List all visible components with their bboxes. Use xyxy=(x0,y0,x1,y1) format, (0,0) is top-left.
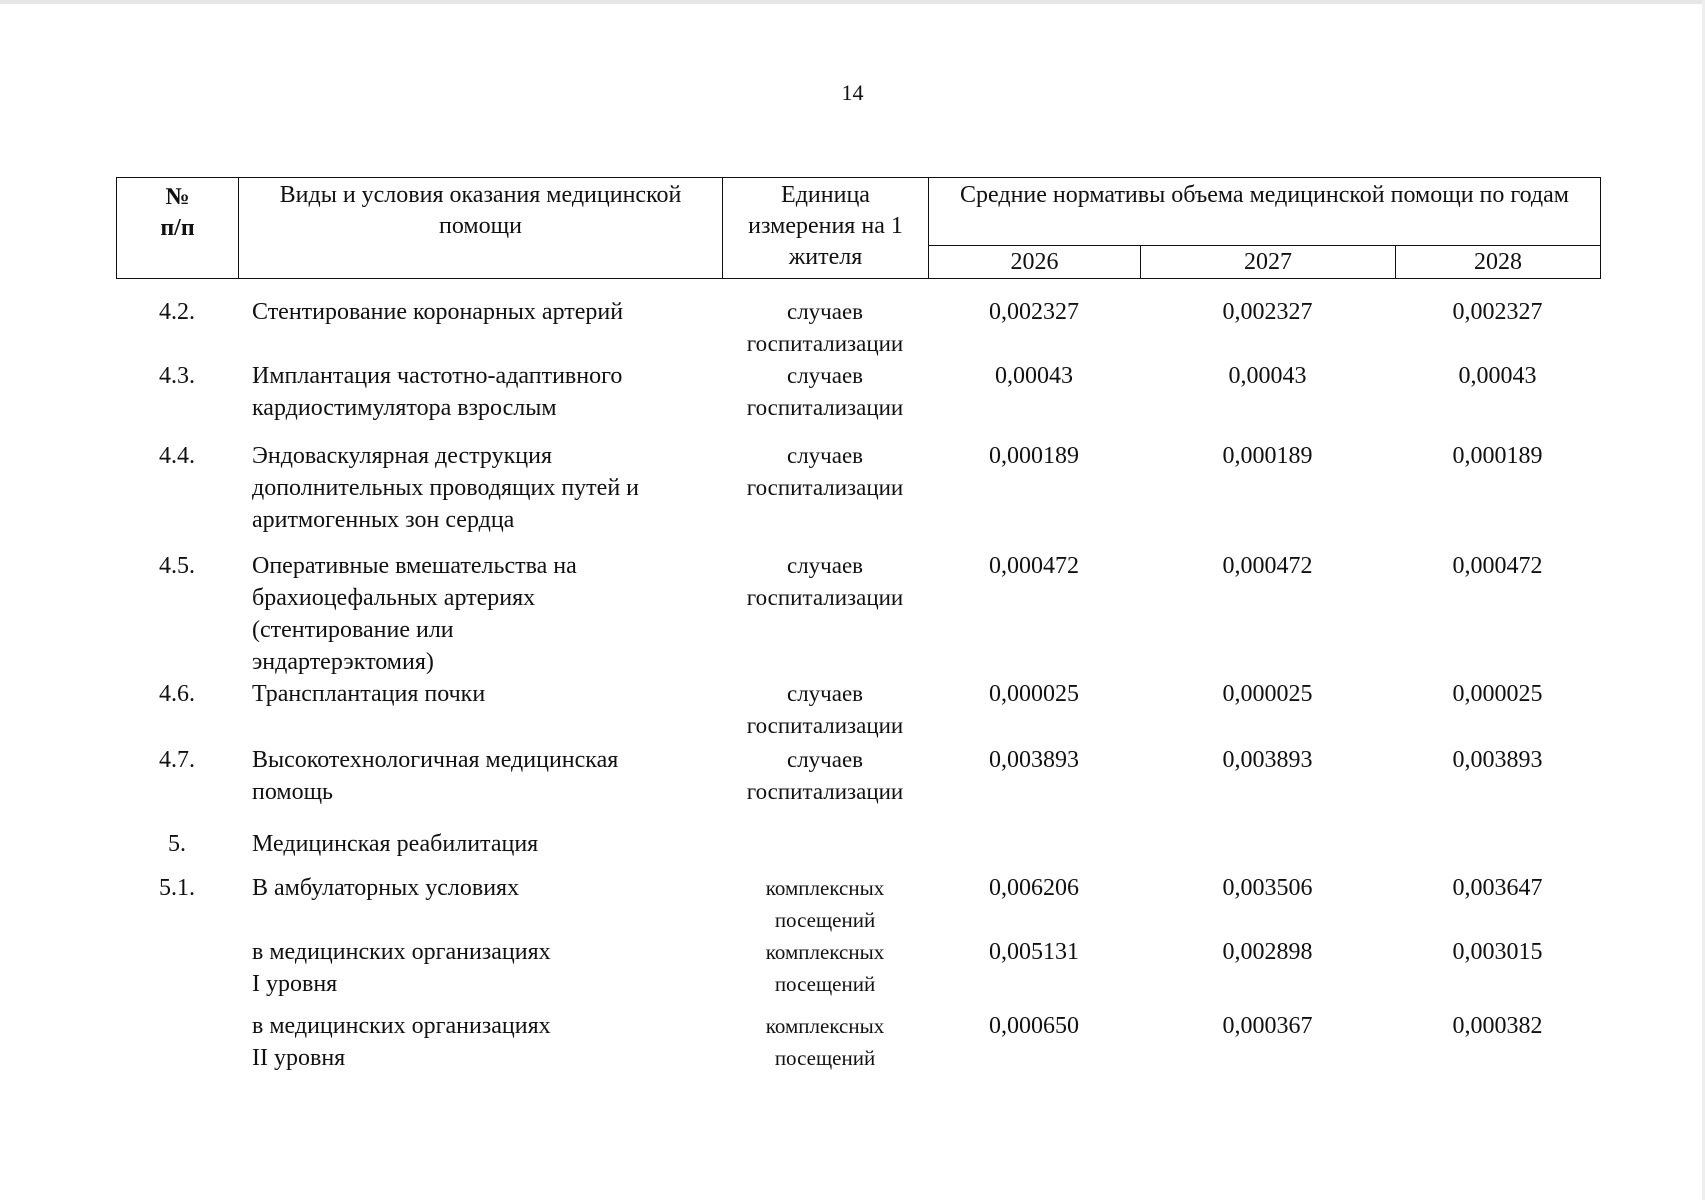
value-2027: 0,003506 xyxy=(1222,875,1313,901)
table-body xyxy=(116,278,1600,1080)
table-header xyxy=(116,177,1601,279)
table-row-4-4 xyxy=(116,440,1600,550)
table-row-4-6 xyxy=(116,678,1600,744)
value-2027: 0,002327 xyxy=(1222,299,1313,325)
row-num: 4.4. xyxy=(159,443,195,469)
value-2028: 0,000472 xyxy=(1452,553,1543,579)
value-2026: 0,000189 xyxy=(989,443,1079,469)
value-2026: 0,000650 xyxy=(989,1013,1079,1039)
value-2026: 0,005131 xyxy=(989,939,1079,965)
row-unit: комплексных посещений xyxy=(765,876,885,932)
page-number: 14 xyxy=(841,80,864,105)
value-2028: 0,000025 xyxy=(1452,681,1543,707)
value-2027: 0,000025 xyxy=(1222,681,1313,707)
row-unit: случаев госпитализации xyxy=(746,747,904,804)
header-num: № п/п xyxy=(117,178,239,279)
value-2027: 0,000472 xyxy=(1222,553,1313,579)
row-name: в медицинских организациях I уровня xyxy=(252,939,551,997)
row-unit: случаев госпитализации xyxy=(746,363,904,420)
row-num: 4.7. xyxy=(159,747,195,773)
table-row-5-1-level-2 xyxy=(116,1010,1600,1080)
value-2027 xyxy=(1140,828,1395,872)
row-unit: случаев госпитализации xyxy=(746,299,904,356)
value-2027: 0,003893 xyxy=(1222,747,1313,773)
row-num: 4.5. xyxy=(159,553,195,579)
value-2026: 0,002327 xyxy=(989,299,1079,325)
value-2028: 0,003893 xyxy=(1452,747,1543,773)
value-2026 xyxy=(928,828,1140,872)
row-unit: комплексных посещений xyxy=(765,940,885,996)
table-row-4-2 xyxy=(116,278,1600,360)
value-2028: 0,002327 xyxy=(1452,299,1543,325)
value-2028 xyxy=(1395,828,1600,872)
row-name: Стентирование коронарных артерий xyxy=(252,299,624,325)
value-2028: 0,00043 xyxy=(1458,363,1537,389)
table-row-5 xyxy=(116,828,1600,872)
row-num: 5. xyxy=(168,831,186,857)
value-2026: 0,000025 xyxy=(989,681,1079,707)
row-unit xyxy=(722,828,928,872)
header-unit: Единица измерения на 1 жителя xyxy=(723,178,929,279)
row-name: Медицинская реабилитация xyxy=(252,831,539,857)
row-unit: комплексных посещений xyxy=(765,1014,885,1070)
row-num xyxy=(116,936,238,1010)
row-unit: случаев госпитализации xyxy=(746,681,904,738)
header-year-2027: 2027 xyxy=(1141,246,1396,279)
value-2028: 0,000382 xyxy=(1452,1013,1543,1039)
row-name: Оперативные вмешательства на брахиоцефальных артериях (стентирование или эндартерэктомия) xyxy=(252,553,577,675)
value-2028: 0,000189 xyxy=(1452,443,1543,469)
value-2026: 0,003893 xyxy=(989,747,1079,773)
header-year-2026: 2026 xyxy=(929,246,1141,279)
value-2026: 0,006206 xyxy=(989,875,1079,901)
row-unit: случаев госпитализации xyxy=(746,553,904,610)
row-name: Трансплантация почки xyxy=(252,681,486,707)
row-name: Эндоваскулярная деструкция дополнительных проводящих путей и аритмогенных зон сердца xyxy=(252,443,639,533)
scan-edge-top xyxy=(0,0,1705,4)
value-2027: 0,00043 xyxy=(1228,363,1307,389)
table-row-5-1-level-1 xyxy=(116,936,1600,1010)
table-row-4-5 xyxy=(116,550,1600,678)
row-name: В амбулаторных условиях xyxy=(252,875,520,901)
value-2028: 0,003647 xyxy=(1452,875,1543,901)
value-2028: 0,003015 xyxy=(1452,939,1543,965)
value-2027: 0,000189 xyxy=(1222,443,1313,469)
header-year-2028: 2028 xyxy=(1396,246,1601,279)
header-norms: Средние нормативы объема медицинской помощи по годам xyxy=(929,178,1601,246)
row-num: 5.1. xyxy=(159,875,195,901)
table-row-5-1 xyxy=(116,872,1600,936)
table-row-4-3 xyxy=(116,360,1600,440)
row-num: 4.3. xyxy=(159,363,195,389)
value-2026: 0,000472 xyxy=(989,553,1079,579)
header-type: Виды и условия оказания медицинской помощи xyxy=(239,178,723,279)
value-2027: 0,000367 xyxy=(1222,1013,1313,1039)
row-num xyxy=(116,1010,238,1080)
value-2027: 0,002898 xyxy=(1222,939,1313,965)
row-name: Имплантация частотно-адаптивного кардиостимулятора взрослым xyxy=(252,363,623,421)
row-name: Высокотехнологичная медицинская помощь xyxy=(252,747,619,805)
row-unit: случаев госпитализации xyxy=(746,443,904,500)
row-name: в медицинских организациях II уровня xyxy=(252,1013,551,1071)
value-2026: 0,00043 xyxy=(995,363,1073,389)
row-num: 4.6. xyxy=(159,681,195,707)
row-num: 4.2. xyxy=(159,299,195,325)
table-row-4-7 xyxy=(116,744,1600,828)
